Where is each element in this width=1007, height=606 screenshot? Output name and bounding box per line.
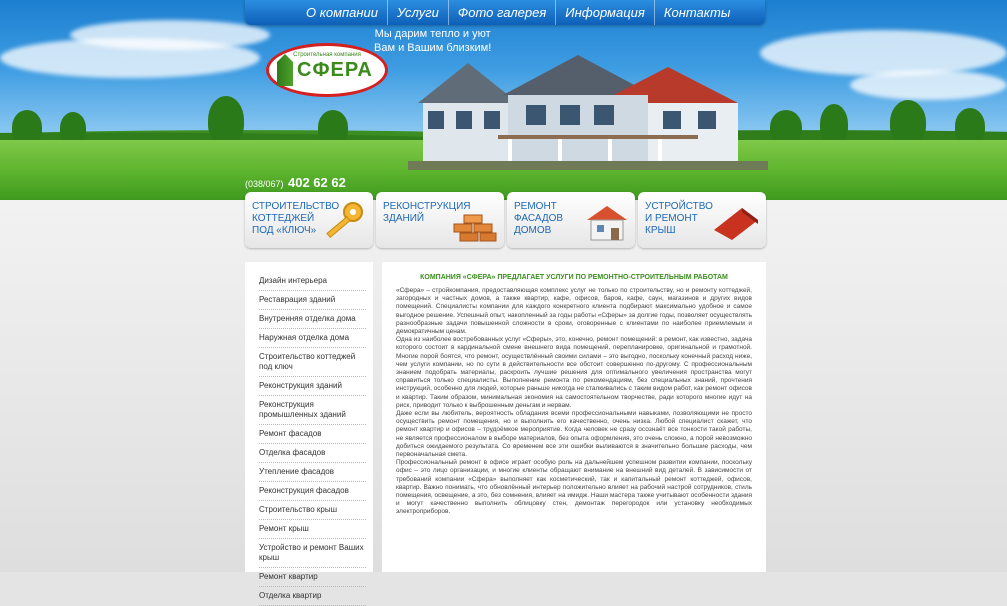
logo-tagline: Строительная компания [293, 52, 361, 58]
bricks-icon [450, 200, 498, 242]
cloud [70, 20, 270, 50]
content-paragraph: «Сфера» – стройкомпания, предоставляющая комплекс услуг не только по строительству, но и ремонту коттеджей, загородных и частных домов, а также квартир, кафе, офисов, баров, кафе, саун, магазинов и других видов помещений. Специалисты компании для каждого конкретного клиента подбирают максимально удобное и самое выгодное решение. Успешный опыт, накопленный за годы работы «Сферы» за долгие годы, позволяет осуществлять разнообразные задачи повышенной сложности в сроки, оговоренные с клиентами по наиболее приемлемым и демократичным ценам. [396, 287, 752, 336]
tree [820, 104, 848, 144]
sidebar-item[interactable]: Отделка квартир [259, 587, 366, 606]
sidebar-item[interactable]: Ремонт фасадов [259, 425, 366, 444]
sidebar-item[interactable]: Наружная отделка дома [259, 329, 366, 348]
tile-roof-installation[interactable] [638, 192, 766, 248]
header-banner [0, 0, 1007, 200]
tile-label: РЕМОНТ ФАСАДОВ ДОМОВ [514, 201, 564, 236]
tile-label: РЕКОНСТРУКЦИЯ ЗДАНИЙ [383, 201, 471, 224]
key-icon [319, 200, 367, 242]
tree [955, 108, 985, 144]
sidebar-item[interactable]: Реконструкция фасадов [259, 482, 366, 501]
tree [770, 110, 802, 144]
tile-building-reconstruction[interactable] [376, 192, 504, 248]
phone-number [245, 174, 346, 192]
nav-photo-gallery[interactable]: Фото галерея [449, 0, 556, 25]
building-icon [277, 54, 293, 86]
sidebar-item[interactable]: Строительство коттеджей под ключ [259, 348, 366, 377]
tree [12, 110, 42, 144]
tile-cottage-construction[interactable] [245, 192, 373, 248]
main-content [382, 262, 766, 572]
phone-digits: 402 62 62 [287, 175, 346, 190]
tree [890, 100, 926, 144]
roof-icon [712, 200, 760, 242]
sidebar-item[interactable]: Реконструкция промышленных зданий [259, 396, 366, 425]
sidebar-item[interactable]: Устройство и ремонт Ваших крыш [259, 539, 366, 568]
tree [318, 110, 348, 144]
sidebar-item[interactable]: Дизайн интерьера [259, 272, 366, 291]
nav-about[interactable]: О компании [297, 0, 388, 25]
tile-facade-repair[interactable] [507, 192, 635, 248]
sidebar-menu [245, 262, 373, 600]
slogan-line-2: Вам и Вашим близким! [374, 42, 492, 54]
sidebar-item[interactable]: Отделка фасадов [259, 444, 366, 463]
sidebar-item[interactable]: Реставрация зданий [259, 291, 366, 310]
house-illustration [408, 55, 768, 170]
logo-name: СФЕРА [297, 59, 373, 81]
tile-label: УСТРОЙСТВО И РЕМОНТ КРЫШ [645, 201, 713, 236]
nav-services[interactable]: Услуги [388, 0, 449, 25]
sidebar-item[interactable]: Внутренняя отделка дома [259, 310, 366, 329]
content-paragraph: Даже если вы любитель, вероятность обладания всеми профессиональными навыками, позволяющими не просто осуществить ремонт помещения, но и выполнить его качественно, очень низка. Любой специалист скажет, что ремонт квартир и офисов – трудоёмкое мероприятие. Когда человек не сразу осознаёт все тонкости такой работы, не является профессионалом в выборе материалов, без опыта оформления, это очень сложно, а порой невозможно добиться ожидаемого результата. Со временем все эти ошибки выливаются в значительно большие расходы, чем первоначальная смета. [396, 410, 752, 459]
nav-information[interactable]: Информация [556, 0, 655, 25]
top-navigation [245, 0, 765, 25]
sidebar-item[interactable]: Ремонт крыш [259, 520, 366, 539]
sidebar-item[interactable]: Строительство крыш [259, 501, 366, 520]
nav-contacts[interactable]: Контакты [663, 5, 731, 20]
content-paragraph: Профессиональный ремонт в офисе играет особую роль на дальнейшем успешном развитии компании, поскольку офис – это лицо организации, и многие клиенты обращают внимание на внешний вид деталей. В зависимости от требований компании «Сфера» выполняет как косметический, так и капитальный ремонт коттеджей, офисов, квартир. Важно понимать, что обновлённый интерьер положительно влияет на рабочий настрой сотрудников, стиль помещения, освещение, а это, без сомнения, влияет на имидж. Наши мастера также учитывают особенности здания и могут качественно выполнить облицовку стен, демонтаж перегородок или установку необходимых электроприборов. [396, 459, 752, 516]
slogan [374, 27, 491, 55]
tree [208, 96, 244, 144]
content-heading: КОМПАНИЯ «СФЕРА» ПРЕДЛАГАЕТ УСЛУГИ ПО РЕМОНТНО-СТРОИТЕЛЬНЫМ РАБОТАМ [420, 274, 728, 281]
tile-label: СТРОИТЕЛЬСТВО КОТТЕДЖЕЙ ПОД «КЛЮЧ» [252, 201, 340, 236]
facade-house-icon [581, 200, 629, 242]
sidebar-item[interactable]: Утепление фасадов [259, 463, 366, 482]
slogan-line-1: Мы дарим тепло и уют [374, 28, 491, 40]
cloud [760, 30, 1007, 76]
sidebar-item[interactable]: Ремонт квартир [259, 568, 366, 587]
phone-code: (038/067) [245, 179, 284, 189]
sidebar-item[interactable]: Реконструкция зданий [259, 377, 366, 396]
content-paragraph: Одна из наиболее востребованных услуг «Сферы», это, конечно, ремонт помещений: в ремонт, как известно, задача которого состоит в кардинальной смене внешнего вида помещений, перепланировке, оригинальной и грамотной. Многие порой боятся, что ремонт, осуществлённый своими силами – это выгодно, поскольку конечный расход ниже, чем услуги компании, но по сути в действительности все обстоит совершенно по-другому. С профессиональным знанием подобрать материалы, раскроить лучшие решения для оптимального увеличения пространства могут справиться только специалисты. Выполнение ремонта по рекомендациям, без специальных знаний, прочтения инструкций, особенно для людей, которые раньше никогда не сталкивались с таким видом работ, как ремонт офисов и квартир. Таким образом, минимальная экономия на самостоятельном творчестве, ради которого многие идут на риск, приводит только к выброшенным деньгам и нервам. [396, 336, 752, 409]
cloud [850, 70, 1007, 100]
company-logo[interactable] [266, 43, 388, 97]
